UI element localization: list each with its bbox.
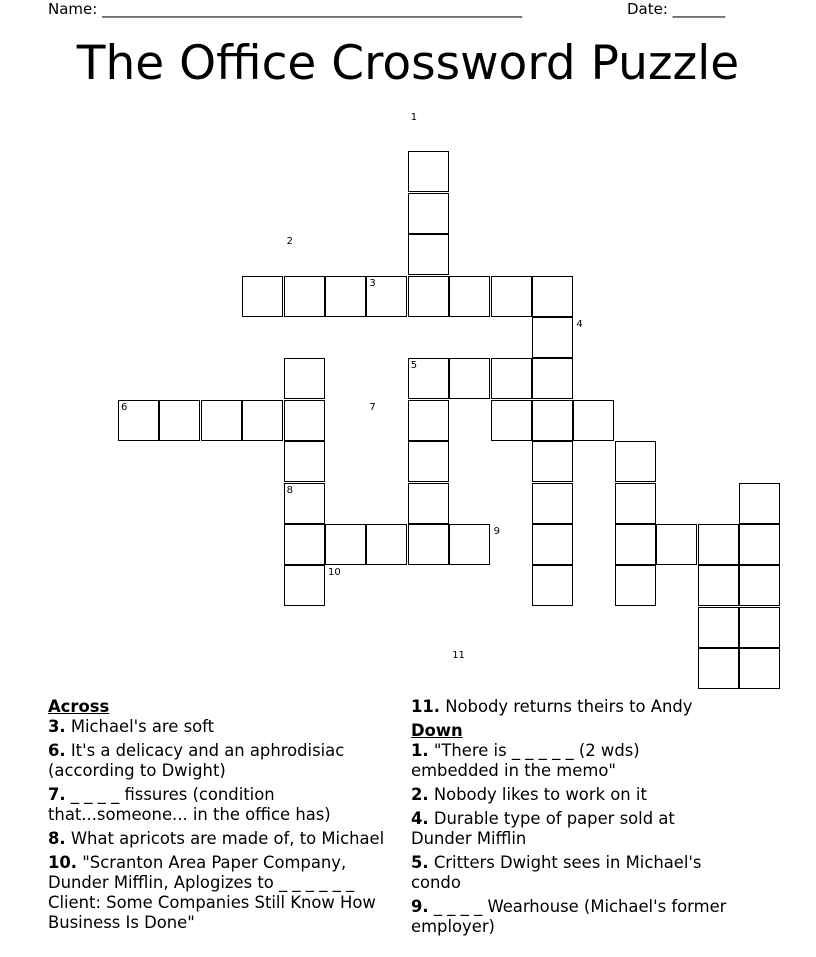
grid-cell[interactable] — [159, 400, 200, 441]
grid-cell[interactable] — [739, 483, 780, 524]
clue-item — [48, 785, 408, 825]
clue-text: What apricots are made of, to Michael — [65, 829, 385, 848]
grid-cell[interactable] — [408, 151, 449, 192]
grid-cell[interactable] — [242, 276, 283, 317]
grid-cell[interactable] — [284, 565, 325, 606]
across-clue-list-continued — [411, 697, 731, 717]
clue-item — [411, 853, 731, 893]
clue-number: 4. — [411, 809, 429, 828]
grid-cell[interactable] — [366, 524, 407, 565]
clue-item — [48, 741, 408, 781]
grid-cell[interactable] — [532, 400, 573, 441]
clue-number: 7. — [48, 785, 66, 804]
clue-text: _ _ _ _ fissures (condition that...someone... in the office has) — [48, 785, 331, 824]
grid-cell[interactable] — [739, 524, 780, 565]
grid-cell[interactable] — [615, 524, 656, 565]
date-field-label: Date: _______ — [627, 0, 726, 18]
clue-item — [411, 741, 731, 781]
grid-cell[interactable] — [532, 276, 573, 317]
clue-item — [411, 897, 731, 937]
clue-number: 11. — [411, 697, 441, 716]
grid-cell[interactable] — [284, 276, 325, 317]
grid-cell[interactable] — [573, 400, 614, 441]
clue-number-label: 6 — [121, 401, 128, 413]
clue-number-label: 3 — [369, 277, 376, 289]
clue-number: 9. — [411, 897, 429, 916]
clue-number-label: 9 — [493, 526, 500, 537]
clue-text: Nobody likes to work on it — [428, 785, 647, 804]
clue-number-label: 4 — [576, 319, 583, 330]
grid-cell[interactable] — [739, 607, 780, 648]
grid-cell[interactable] — [532, 565, 573, 606]
grid-cell[interactable] — [408, 193, 449, 234]
grid-cell[interactable] — [449, 358, 490, 399]
across-clue-list — [48, 717, 408, 933]
grid-cell[interactable] — [242, 400, 283, 441]
grid-cell[interactable] — [284, 524, 325, 565]
grid-cell[interactable] — [408, 276, 449, 317]
clue-text: "There is _ _ _ _ _ (2 wds) embedded in the memo" — [411, 741, 640, 780]
clue-item — [48, 717, 408, 737]
clue-number: 10. — [48, 853, 78, 872]
grid-cell[interactable] — [532, 483, 573, 524]
grid-cell[interactable] — [408, 483, 449, 524]
grid-cell[interactable] — [615, 483, 656, 524]
across-heading: Across — [48, 697, 110, 716]
down-clue-list — [411, 741, 731, 937]
grid-cell[interactable] — [325, 276, 366, 317]
clue-text: "Scranton Area Paper Company, Dunder Mifflin, Aplogizes to _ _ _ _ _ _ Client: Some Companies Still Know How Business Is Done" — [48, 853, 376, 932]
clue-number-label: 7 — [369, 401, 376, 413]
grid-cell[interactable] — [449, 524, 490, 565]
clue-number-label: 11 — [452, 650, 465, 662]
grid-cell[interactable] — [284, 358, 325, 399]
grid-cell[interactable] — [491, 358, 532, 399]
clue-text: _ _ _ _ Wearhouse (Michael's former employer) — [411, 897, 727, 936]
clue-number-label: 8 — [286, 484, 293, 496]
clue-text: It's a delicacy and an aphrodisiac (according to Dwight) — [48, 741, 345, 780]
grid-cell[interactable] — [739, 648, 780, 689]
clue-text: Critters Dwight sees in Michael's condo — [411, 853, 702, 892]
down-heading: Down — [411, 721, 463, 740]
clue-number-label: 10 — [328, 567, 341, 579]
grid-cell[interactable] — [532, 317, 573, 358]
grid-cell[interactable] — [201, 400, 242, 441]
clues-column-right — [411, 697, 731, 941]
grid-cell[interactable] — [698, 648, 739, 689]
clue-number: 5. — [411, 853, 429, 872]
grid-cell[interactable] — [656, 524, 697, 565]
clue-item — [48, 829, 408, 849]
clue-number: 6. — [48, 741, 66, 760]
grid-cell[interactable] — [491, 400, 532, 441]
grid-cell[interactable] — [532, 358, 573, 399]
grid-cell[interactable] — [615, 565, 656, 606]
grid-cell[interactable] — [491, 276, 532, 317]
grid-cell[interactable] — [532, 441, 573, 482]
clue-text: Durable type of paper sold at Dunder Mifflin — [411, 809, 675, 848]
grid-cell[interactable] — [698, 524, 739, 565]
grid-cell[interactable] — [284, 400, 325, 441]
grid-cell[interactable] — [408, 524, 449, 565]
clue-number: 3. — [48, 717, 66, 736]
grid-cell[interactable] — [408, 234, 449, 275]
clue-number-label: 2 — [286, 236, 293, 248]
clue-text: Michael's are soft — [65, 717, 215, 736]
clue-number: 8. — [48, 829, 66, 848]
clue-item — [48, 853, 408, 933]
grid-cell[interactable] — [449, 276, 490, 317]
grid-cell[interactable] — [532, 524, 573, 565]
clue-item — [411, 785, 731, 805]
clue-number-label: 5 — [410, 360, 418, 372]
clue-item — [411, 809, 731, 849]
page-title: The Office Crossword Puzzle — [76, 36, 740, 91]
name-field-label: Name: ________________________________________________________ — [48, 0, 523, 18]
clue-text: Nobody returns theirs to Andy — [440, 697, 693, 716]
grid-cell[interactable] — [325, 524, 366, 565]
clues-column-left — [48, 697, 408, 937]
clue-item — [411, 697, 731, 717]
grid-cell[interactable] — [284, 441, 325, 482]
clue-number: 2. — [411, 785, 429, 804]
grid-cell[interactable] — [698, 565, 739, 606]
grid-cell[interactable] — [615, 441, 656, 482]
grid-cell[interactable] — [739, 565, 780, 606]
grid-cell[interactable] — [408, 441, 449, 482]
clue-number: 1. — [411, 741, 429, 760]
clue-number-label: 1 — [410, 112, 418, 123]
grid-cell[interactable] — [698, 607, 739, 648]
grid-cell[interactable] — [408, 400, 449, 441]
